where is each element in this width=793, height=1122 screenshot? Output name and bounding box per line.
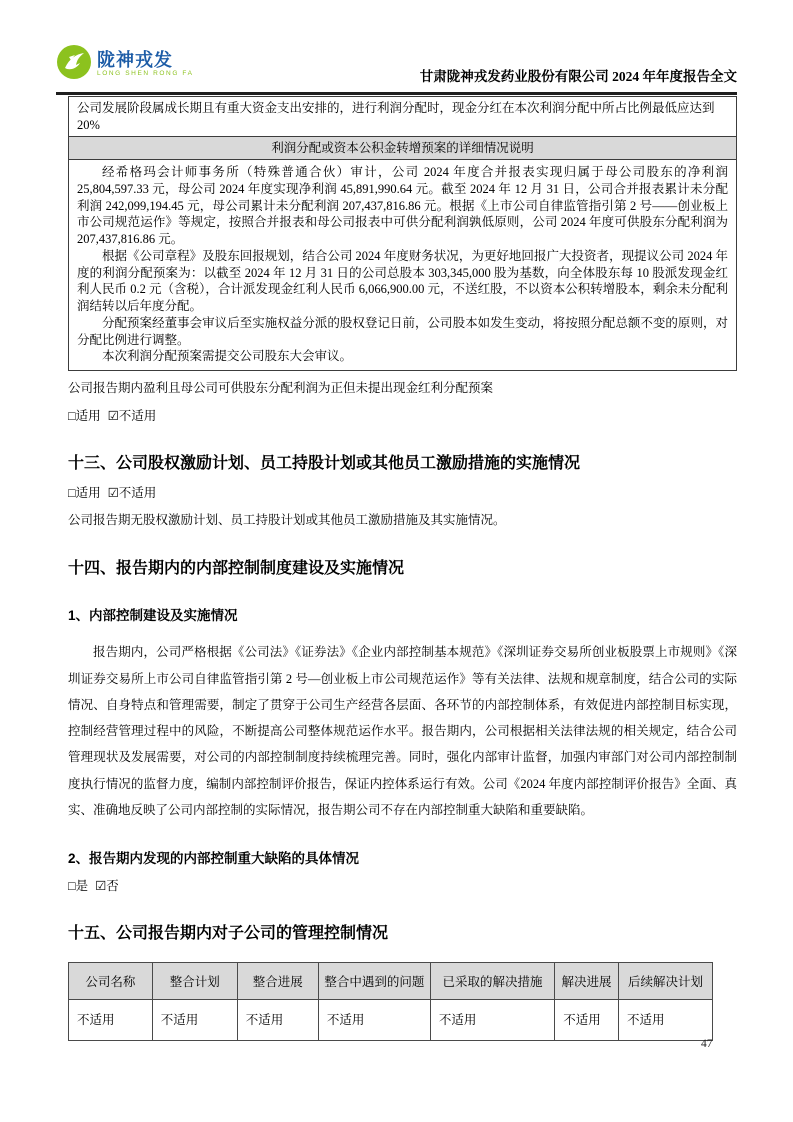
subsidiary-table-cell: 不适用 [69, 999, 153, 1040]
subsidiary-table-cell: 不适用 [430, 999, 554, 1040]
applicability-checkline-dividend [68, 408, 737, 426]
dividend-plan-paragraph: 经希格玛会计师事务所（特殊普通合伙）审计，公司 2024 年度合并报表实现归属于母公司股东的净利润 25,804,597.33 元，母公司 2024 年度实现净利润 45,891,990.64 元。截至 2024 年 12 月 31 日，公司合并报表累计未分配利润 242,099,194.45 元，母公司累计未分配利润 207,437,816.86 元。根据《上市公司自律监管指引第 2 号——创业板上市公司规范运作》等规定，按照合并报表和母公司报表中可供分配利润孰低原则，公司 2024 年度可供股东分配利润为 207,437,816.86 元。 [77, 165, 728, 246]
dividend-plan-paragraph: 根据《公司章程》及股东回报规划，结合公司 2024 年度财务状况，为更好地回报广大投资者，现提议公司 2024 年度的利润分配预案为：以截至 2024 年 12 月 31 日的公司总股本 303,345,000 股为基数，向全体股东每 10 股派发现金红利人民币 0.2 元（含税），合计派发现金红利人民币 6,066,900.00 元，不送红股，不以资本公积转增股本，剩余未分配利润结转以后年度分配。 [77, 248, 728, 313]
company-logo-icon [56, 44, 92, 85]
checkbox-checked-label: 不适用 [118, 485, 157, 500]
yes-no-checkline-section14 [68, 878, 737, 896]
checkbox-unchecked-icon: □ [68, 878, 76, 893]
subsidiary-table-cell: 不适用 [152, 999, 237, 1040]
dividend-policy-box [68, 96, 737, 371]
page-number: 47 [701, 1038, 713, 1050]
subsidiary-table-header-cell: 已采取的解决措施 [430, 962, 554, 999]
section14-heading: 十四、报告期内的内部控制制度建设及实施情况 [68, 560, 405, 578]
subsidiary-table-cell: 不适用 [555, 999, 619, 1040]
subsidiary-table-cell: 不适用 [318, 999, 430, 1040]
dividend-plan-band-title: 利润分配或资本公积金转增预案的详细情况说明 [69, 137, 736, 160]
section14-sub1-heading: 1、内部控制建设及实施情况 [68, 607, 238, 623]
company-logo-text [97, 51, 194, 78]
dividend-plan-paragraphs [69, 160, 736, 370]
dividend-policy-line1: 公司发展阶段属成长期且有重大资金支出安排的，进行利润分配时，现金分红在本次利润分配中所占比例最低应达到 [77, 101, 715, 115]
subsidiary-table-header-cell: 后续解决计划 [618, 962, 712, 999]
brand-name-en: LONG SHEN RONG FA [97, 70, 194, 78]
subsidiary-table-header-row [69, 962, 713, 999]
applicability-checkline-section13 [68, 485, 737, 503]
checkbox-unchecked-icon: □ [68, 485, 76, 500]
checkbox-unchecked-label: 是 [75, 878, 89, 893]
section14-sub2-heading: 2、报告期内发现的内部控制重大缺陷的具体情况 [68, 851, 360, 867]
dividend-policy-line2: 20% [77, 117, 100, 132]
company-logo [56, 44, 194, 85]
subsidiary-table-header-cell: 解决进展 [555, 962, 619, 999]
checkbox-unchecked-label: 适用 [75, 485, 101, 500]
subsidiary-table-cell: 不适用 [237, 999, 318, 1040]
report-body [68, 96, 737, 1041]
subsidiary-table-body [69, 999, 713, 1040]
section14-sub1-body: 报告期内，公司严格根据《公司法》《证券法》《企业内部控制基本规范》《深圳证券交易所创业板股票上市规则》《深圳证券交易所上市公司自律监管指引第 2 号—创业板上市公司规范运作》等有关法律、法规和规章制度，结合公司的实际情况、自身特点和管理需要，制定了贯穿于公司生产经营各层面、各环节的内部控制体系，有效促进内部控制目标实现，控制经营管理过程中的风险，不断提高公司整体规范运作水平。报告期内，公司根据相关法律法规的相关规定，结合公司管理现状及发展需要，对公司的内部控制制度持续梳理完善。同时，强化内部审计监督，加强内审部门对公司内部控制制度执行情况的监督力度，编制内部控制评价报告，保证内控体系运行有效。公司《2024 年度内部控制评价报告》全面、真实、准确地反映了公司内部控制的实际情况，报告期公司不存在内部控制重大缺陷和重要缺陷。 [68, 645, 737, 817]
dividend-plan-paragraph: 本次利润分配预案需提交公司股东大会审议。 [102, 349, 353, 364]
subsidiary-control-table [68, 962, 713, 1041]
section13-heading: 十三、公司股权激励计划、员工持股计划或其他员工激励措施的实施情况 [68, 455, 581, 472]
checkbox-checked-icon: ☑ [107, 408, 119, 423]
dividend-plan-paragraph: 分配预案经董事会审议后至实施权益分派的股权登记日前，公司股本如发生变动，将按照分配总额不变的原则，对分配比例进行调整。 [77, 315, 728, 347]
dividend-note-line: 公司报告期内盈利且母公司可供股东分配利润为正但未提出现金红利分配预案 [68, 381, 494, 395]
table-row [69, 999, 713, 1040]
section15-heading: 十五、公司报告期内对子公司的管理控制情况 [68, 925, 389, 943]
subsidiary-table-header-cell: 公司名称 [69, 962, 153, 999]
subsidiary-table-header-cell: 整合中遇到的问题 [318, 962, 430, 999]
checkbox-unchecked-icon: □ [68, 408, 76, 423]
subsidiary-table-header-cell: 整合进展 [237, 962, 318, 999]
subsidiary-table-cell: 不适用 [618, 999, 712, 1040]
subsidiary-table-header-cell: 整合计划 [152, 962, 237, 999]
checkbox-checked-label: 否 [106, 878, 119, 893]
checkbox-checked-icon: ☑ [107, 485, 119, 500]
page-header [56, 44, 737, 95]
dividend-policy-text [69, 97, 736, 137]
checkbox-checked-label: 不适用 [118, 408, 157, 423]
report-title: 甘肃陇神戎发药业股份有限公司 2024 年年度报告全文 [419, 69, 737, 84]
brand-name-cn: 陇神戎发 [97, 50, 173, 71]
section13-body: 公司报告期无股权激励计划、员工持股计划或其他员工激励措施及其实施情况。 [68, 513, 506, 528]
checkbox-unchecked-label: 适用 [75, 408, 101, 423]
checkbox-checked-icon: ☑ [95, 878, 107, 893]
